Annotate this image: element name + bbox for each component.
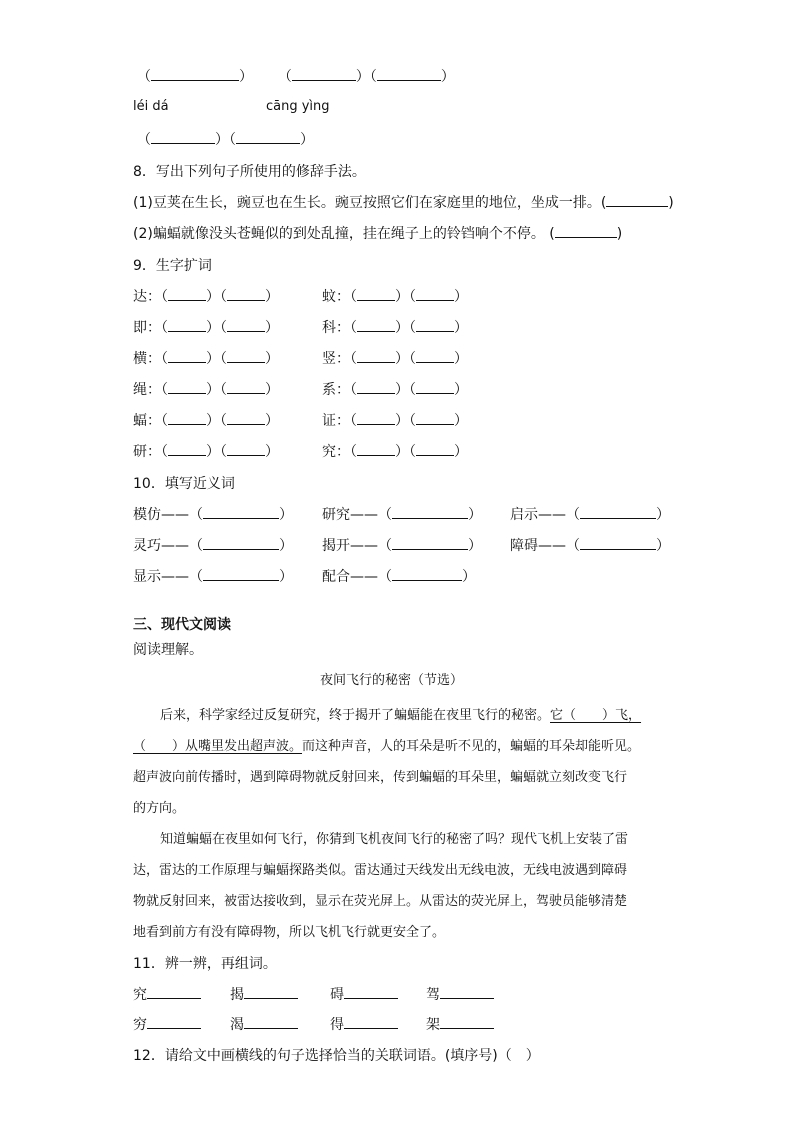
answer-blank[interactable]	[416, 318, 454, 332]
answer-blank[interactable]	[392, 567, 462, 581]
answer-blank[interactable]	[580, 505, 656, 519]
answer-blank[interactable]	[416, 442, 454, 456]
word-expand-item: 竖：（ ）（ ）	[322, 351, 468, 367]
word-expand-item: 横：（ ）（ ）	[133, 351, 279, 367]
answer-blank[interactable]	[344, 1015, 398, 1029]
passage-line: 后来，科学家经过反复研究，终于揭开了蝙蝠能在夜里飞行的秘密。它（ ）飞，	[160, 708, 642, 723]
synonym-item: 显示——（ ）	[133, 569, 293, 585]
answer-blank[interactable]	[168, 318, 206, 332]
word-expand-item: 究：（ ）（ ）	[322, 444, 468, 460]
word-expand-item: 蝠：（ ）（ ）	[133, 413, 279, 429]
synonym-item: 障碍——（ ）	[510, 538, 670, 554]
synonym-item: 模仿——（ ）	[133, 507, 293, 523]
answer-blank[interactable]	[227, 287, 265, 301]
answer-blank[interactable]	[416, 380, 454, 394]
passage-line: 物就反射回来，被雷达接收到，显示在荧光屏上。从雷达的荧光屏上，驾驶员能够清楚	[133, 894, 628, 909]
answer-blank[interactable]	[151, 130, 215, 144]
word-expand-item: 证：（ ）（ ）	[322, 413, 468, 429]
answer-blank[interactable]	[168, 442, 206, 456]
word-expand-item: 即：（ ）（ ）	[133, 320, 279, 336]
compare-word-item: 究	[133, 984, 201, 1004]
answer-blank[interactable]	[416, 287, 454, 301]
question-12-title: 12．请给文中画横线的句子选择恰当的关联词语。(填序号)（ ）	[133, 1048, 540, 1064]
answer-blank[interactable]	[357, 318, 395, 332]
underlined-sentence: 它（ ）飞，	[550, 708, 642, 723]
answer-blank[interactable]	[357, 442, 395, 456]
answer-blank[interactable]	[168, 411, 206, 425]
answer-blank[interactable]	[377, 67, 441, 81]
passage-line: 达，雷达的工作原理与蝙蝠探路类似。雷达通过天线发出无线电波，无线电波遇到障碍	[133, 863, 628, 878]
compare-word-item: 渴	[230, 1014, 298, 1034]
answer-blank[interactable]	[292, 67, 356, 81]
passage-line: 的方向。	[133, 801, 186, 816]
answer-blank[interactable]	[203, 567, 279, 581]
compare-word-item: 架	[426, 1014, 494, 1034]
answer-blank[interactable]	[227, 411, 265, 425]
passage-line: 地看到前方有没有障碍物，所以飞机飞行就更安全了。	[133, 925, 446, 940]
word-expand-item: 达：（ ）（ ）	[133, 289, 279, 305]
answer-blank[interactable]	[392, 536, 468, 550]
synonym-item: 配合——（ ）	[322, 569, 476, 585]
question-8-sentence-2: (2)蝙蝠就像没头苍蝇似的到处乱撞，挂在绳子上的铃铛响个不停。 ( )	[133, 226, 623, 242]
answer-blank[interactable]	[168, 349, 206, 363]
answer-blank[interactable]	[440, 985, 494, 999]
answer-blank[interactable]	[416, 411, 454, 425]
answer-blank[interactable]	[392, 505, 468, 519]
answer-blank[interactable]	[203, 505, 279, 519]
word-expand-item: 绳：（ ）（ ）	[133, 382, 279, 398]
pinyin-lei-da: léi dá	[133, 99, 169, 114]
synonym-item: 启示——（ ）	[510, 507, 670, 523]
answer-blank[interactable]	[440, 1015, 494, 1029]
synonym-item: 灵巧——（ ）	[133, 538, 293, 554]
answer-blank[interactable]	[606, 193, 668, 207]
question-11-title: 11．辨一辨，再组词。	[133, 956, 277, 972]
answer-blank[interactable]	[227, 380, 265, 394]
answer-blank[interactable]	[416, 349, 454, 363]
passage-title: 夜间飞行的秘密（节选）	[320, 673, 464, 688]
answer-blank[interactable]	[357, 349, 395, 363]
section-3-heading: 三、现代文阅读	[133, 617, 231, 633]
passage-line: 知道蝙蝠在夜里如何飞行，你猜到飞机夜间飞行的秘密了吗？现代飞机上安装了雷	[160, 832, 629, 847]
answer-blank[interactable]	[147, 985, 201, 999]
compare-word-item: 驾	[426, 984, 494, 1004]
word-expand-item: 蚊：（ ）（ ）	[322, 289, 468, 305]
underlined-sentence: （ ）从嘴里发出超声波。	[133, 739, 303, 754]
answer-blank[interactable]	[147, 1015, 201, 1029]
answer-blank[interactable]	[357, 380, 395, 394]
question-9-title: 9．生字扩词	[133, 258, 212, 274]
answer-blank[interactable]	[203, 536, 279, 550]
question-8-title: 8．写出下列句子所使用的修辞手法。	[133, 164, 366, 180]
answer-blank[interactable]	[244, 1015, 298, 1029]
answer-blank[interactable]	[244, 985, 298, 999]
answer-blank[interactable]	[555, 224, 617, 238]
synonym-item: 揭开——（ ）	[322, 538, 482, 554]
word-expand-item: 科：（ ）（ ）	[322, 320, 468, 336]
answer-blank[interactable]	[227, 442, 265, 456]
question-10-title: 10．填写近义词	[133, 476, 235, 492]
answer-blank[interactable]	[168, 380, 206, 394]
synonym-item: 研究——（ ）	[322, 507, 482, 523]
pinyin-answer-row-1: （ ） （ ）（ ）	[137, 69, 455, 85]
answer-blank[interactable]	[357, 411, 395, 425]
answer-blank[interactable]	[357, 287, 395, 301]
compare-word-item: 揭	[230, 984, 298, 1004]
answer-blank[interactable]	[168, 287, 206, 301]
word-expand-item: 研：（ ）（ ）	[133, 444, 279, 460]
answer-blank[interactable]	[227, 318, 265, 332]
answer-blank[interactable]	[236, 130, 300, 144]
answer-blank[interactable]	[151, 67, 239, 81]
word-expand-item: 系：（ ）（ ）	[322, 382, 468, 398]
answer-blank[interactable]	[580, 536, 656, 550]
pinyin-cang-ying: cāng yìng	[266, 99, 330, 114]
question-8-sentence-1: (1)豆荚在生长，豌豆也在生长。豌豆按照它们在家庭里的地位，坐成一排。( )	[133, 195, 674, 211]
passage-line: 超声波向前传播时，遇到障碍物就反射回来，传到蝙蝠的耳朵里，蝙蝠就立刻改变飞行	[133, 770, 628, 785]
passage-line: （ ）从嘴里发出超声波。而这种声音，人的耳朵是听不见的，蝙蝠的耳朵却能听见。	[133, 739, 641, 754]
compare-word-item: 碍	[330, 984, 398, 1004]
answer-blank[interactable]	[344, 985, 398, 999]
compare-word-item: 得	[330, 1014, 398, 1034]
answer-blank[interactable]	[227, 349, 265, 363]
pinyin-answer-row-2: （ ）（ ）	[137, 132, 314, 148]
compare-word-item: 穷	[133, 1014, 201, 1034]
section-3-subheading: 阅读理解。	[133, 642, 203, 658]
